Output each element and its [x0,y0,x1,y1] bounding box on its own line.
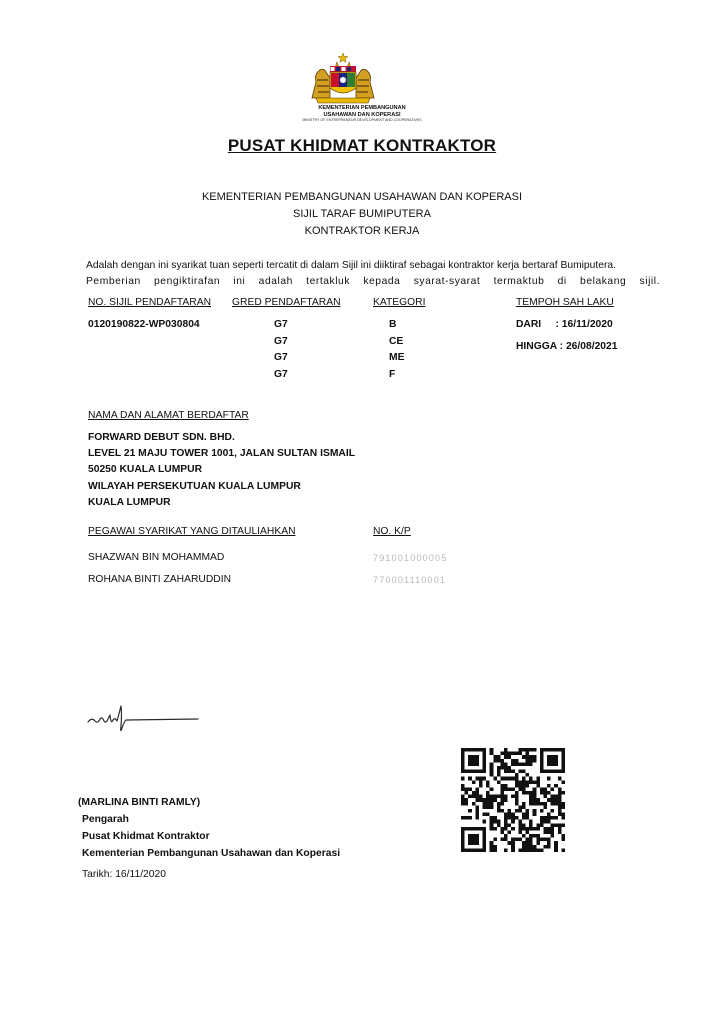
signatory-department: Pusat Khidmat Kontraktor [82,831,210,842]
recognition-statement: Adalah dengan ini syarikat tuan seperti tercatit di dalam Sijil ini diiktiraf sebagai kontraktor kerja bertaraf Bumiputera. [86,260,616,271]
category-value: ME [389,352,405,363]
signatory-ministry: Kementerian Pembangunan Usahawan dan Koperasi [82,848,341,859]
header-category: KATEGORI [373,297,426,308]
header-grade: GRED PENDAFTARAN [232,297,341,308]
category-value: F [389,369,396,380]
grade-value: G7 [274,352,288,363]
qr-code-icon [461,748,565,852]
address-line: FORWARD DEBUT SDN. BHD. [88,432,235,443]
address-line: 50250 KUALA LUMPUR [88,464,203,475]
page-title: PUSAT KHIDMAT KONTRAKTOR [227,136,497,155]
ministry-logo-line2: USAHAWAN DAN KOPERASI [323,112,401,118]
grade-value: G7 [274,369,288,380]
officer-name: ROHANA BINTI ZAHARUDDIN [88,574,232,585]
subtitle-contractor-type: KONTRAKTOR KERJA [304,225,420,237]
header-validity: TEMPOH SAH LAKU [516,297,614,308]
grade-value: G7 [274,319,288,330]
conditions-statement: Pemberian pengiktirafan ini adalah tertakluk kepada syarat-syarat termaktub di belakang sijil. [86,276,660,287]
ministry-crest-icon [302,52,384,104]
validity-to: HINGGA : 26/08/2021 [516,341,618,352]
header-reg-no: NO. SIJIL PENDAFTARAN [88,297,212,308]
category-value: CE [389,336,404,347]
address-line: WILAYAH PERSEKUTUAN KUALA LUMPUR [88,481,301,492]
header-officers: PEGAWAI SYARIKAT YANG DITAULIAHKAN [88,526,296,537]
validity-from: DARI : 16/11/2020 [516,319,613,330]
signature-icon [86,700,204,740]
header-ic: NO. K/P [373,526,411,537]
officer-name: SHAZWAN BIN MOHAMMAD [88,552,225,563]
signatory-name: (MARLINA BINTI RAMLY) [78,797,201,808]
signatory-position: Pengarah [82,814,129,825]
reg-no-value: 0120190822-WP030804 [88,319,200,330]
officer-ic: 770001110001 [373,575,447,585]
officer-ic: 791001000005 [373,553,448,563]
category-value: B [389,319,397,330]
address-line: KUALA LUMPUR [88,497,171,508]
ministry-logo-line3: MINISTRY OF ENTREPRENEUR DEVELOPMENT AND COOPERATIVES [302,118,422,122]
subtitle-ministry: KEMENTERIAN PEMBANGUNAN USAHAWAN DAN KOPERASI [201,191,523,203]
header-address: NAMA DAN ALAMAT BERDAFTAR [88,410,249,421]
grade-value: G7 [274,336,288,347]
subtitle-cert-type: SIJIL TARAF BUMIPUTERA [293,208,431,220]
ministry-logo-line1: KEMENTERIAN PEMBANGUNAN [318,105,406,111]
issue-date: Tarikh: 16/11/2020 [82,869,166,880]
address-line: LEVEL 21 MAJU TOWER 1001, JALAN SULTAN ISMAIL [88,448,355,459]
